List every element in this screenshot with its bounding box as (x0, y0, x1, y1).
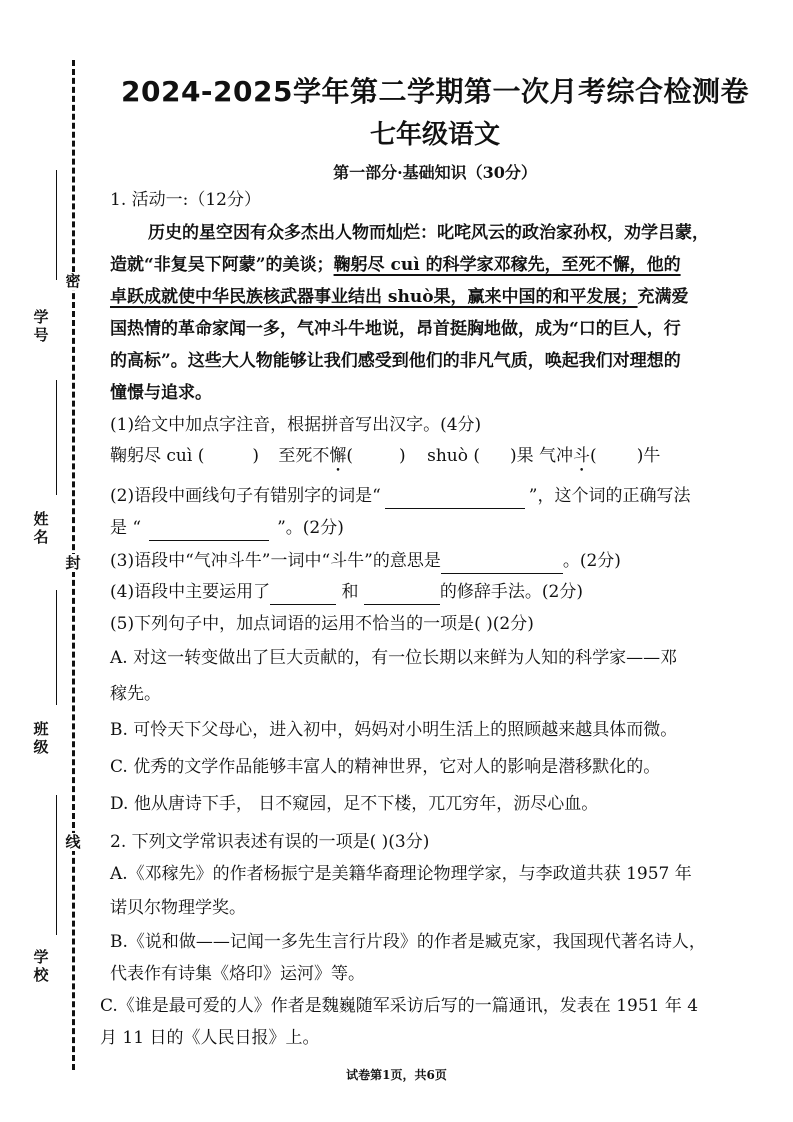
q1-sub1-items: 鞠躬尽 cuì ( ) 至死不懈( ) shuò ( )果 气冲斗( )牛 (110, 446, 661, 466)
q2-option-b-cont: 代表作有诗集《烙印》运河》等。 (110, 964, 365, 984)
q2-option-b: B.《说和做——记闻一多先生言行片段》的作者是臧克家，我国现代著名诗人， (110, 932, 706, 952)
q1-sub2-cont: 是 “ ”。(2分) (110, 516, 344, 541)
passage-line-6: 憧憬与追求。 (110, 383, 212, 403)
passage-line-1: 历史的星空因有众多杰出人物而灿烂：叱咤风云的政治家孙权，劝学吕蒙， (148, 223, 709, 243)
class-blank[interactable] (56, 590, 57, 705)
seal-xian: 线 (65, 833, 81, 851)
q1-option-d: D. 他从唐诗下手， 日不窥园，足不下楼，兀兀穷年，沥尽心血。 (110, 794, 599, 814)
q1-heading: 1. 活动一:（12分） (110, 190, 261, 210)
passage-line-3: 卓跃成就使中华民族核武器事业结出 shuò果，赢来中国的和平发展；充满爱 (110, 287, 689, 307)
q1-option-c: C. 优秀的文学作品能够丰富人的精神世界，它对人的影响是潜移默化的。 (110, 757, 661, 777)
passage-line-5: 的高标”。这些大人物能够让我们感受到他们的非凡气质，唤起我们对理想的 (110, 351, 681, 371)
school-label: 学校 (33, 948, 49, 984)
exam-subtitle: 七年级语文 (369, 120, 500, 150)
q2-option-c: C.《谁是最可爱的人》作者是魏巍随军采访后写的一篇通讯，发表在 1951 年 4 (100, 996, 699, 1016)
exam-title: 2024-2025学年第二学期第一次月考综合检测卷 (121, 75, 749, 108)
underlined-sentence-part2: 卓跃成就使中华民族核武器事业结出 shuò果，赢来中国的和平发展； (110, 287, 638, 307)
passage-line-4: 国热情的革命家闻一多，气冲斗牛地说，昂首挺胸地做，成为“口的巨人，行 (110, 319, 681, 339)
q2-option-c-cont: 月 11 日的《人民日报》上。 (100, 1028, 320, 1048)
q1-sub4: (4)语段中主要运用了 和 的修辞手法。(2分) (110, 580, 583, 605)
answer-blank-correct-word[interactable] (149, 516, 269, 541)
seal-mi: 密 (65, 272, 81, 290)
student-id-label: 学号 (33, 308, 49, 344)
answer-blank-doniu[interactable] (441, 549, 563, 574)
q1-sub3: (3)语段中“气冲斗牛”一词中“斗牛”的意思是 。(2分) (110, 549, 621, 574)
student-id-blank[interactable] (56, 170, 57, 280)
passage-line-2: 造就“非复吴下阿蒙”的美谈；鞠躬尽 cuì 的科学家邓稼先，至死不懈，他的 (110, 255, 681, 275)
q2-option-a-cont: 诺贝尔物理学奖。 (110, 898, 246, 918)
answer-blank-rhetoric-1[interactable] (270, 580, 336, 605)
q1-sub5: (5)下列句子中，加点词语的运用不恰当的一项是( )(2分) (110, 614, 534, 634)
school-blank[interactable] (56, 795, 57, 935)
q1-option-a: A. 对这一转变做出了巨大贡献的，有一位长期以来鲜为人知的科学家——邓 (110, 648, 678, 668)
answer-blank-rhetoric-2[interactable] (364, 580, 440, 605)
q1-sub1: (1)给文中加点字注音，根据拼音写出汉字。(4分) (110, 415, 482, 435)
section-heading: 第一部分·基础知识（30分） (333, 163, 537, 182)
name-label: 姓名 (33, 510, 49, 546)
seal-feng: 封 (65, 554, 81, 572)
name-blank[interactable] (56, 380, 57, 495)
class-label: 班级 (33, 720, 49, 756)
q1-option-b: B. 可怜天下父母心，进入初中，妈妈对小明生活上的照顾越来越具体而微。 (110, 720, 678, 740)
page-footer: 试卷第1页，共6页 (346, 1068, 447, 1082)
q2-heading: 2. 下列文学常识表述有误的一项是( )(3分) (110, 832, 430, 852)
q2-option-a: A.《邓稼先》的作者杨振宁是美籍华裔理论物理学家，与李政道共获 1957 年 (110, 864, 692, 884)
q1-sub2: (2)语段中画线句子有错别字的词是“ ”，这个词的正确写法 (110, 484, 690, 509)
q1-option-a-cont: 稼先。 (110, 684, 161, 704)
answer-blank-wrong-word[interactable] (385, 484, 525, 509)
underlined-sentence-part1: 鞠躬尽 cuì 的科学家邓稼先，至死不懈，他的 (333, 255, 681, 275)
